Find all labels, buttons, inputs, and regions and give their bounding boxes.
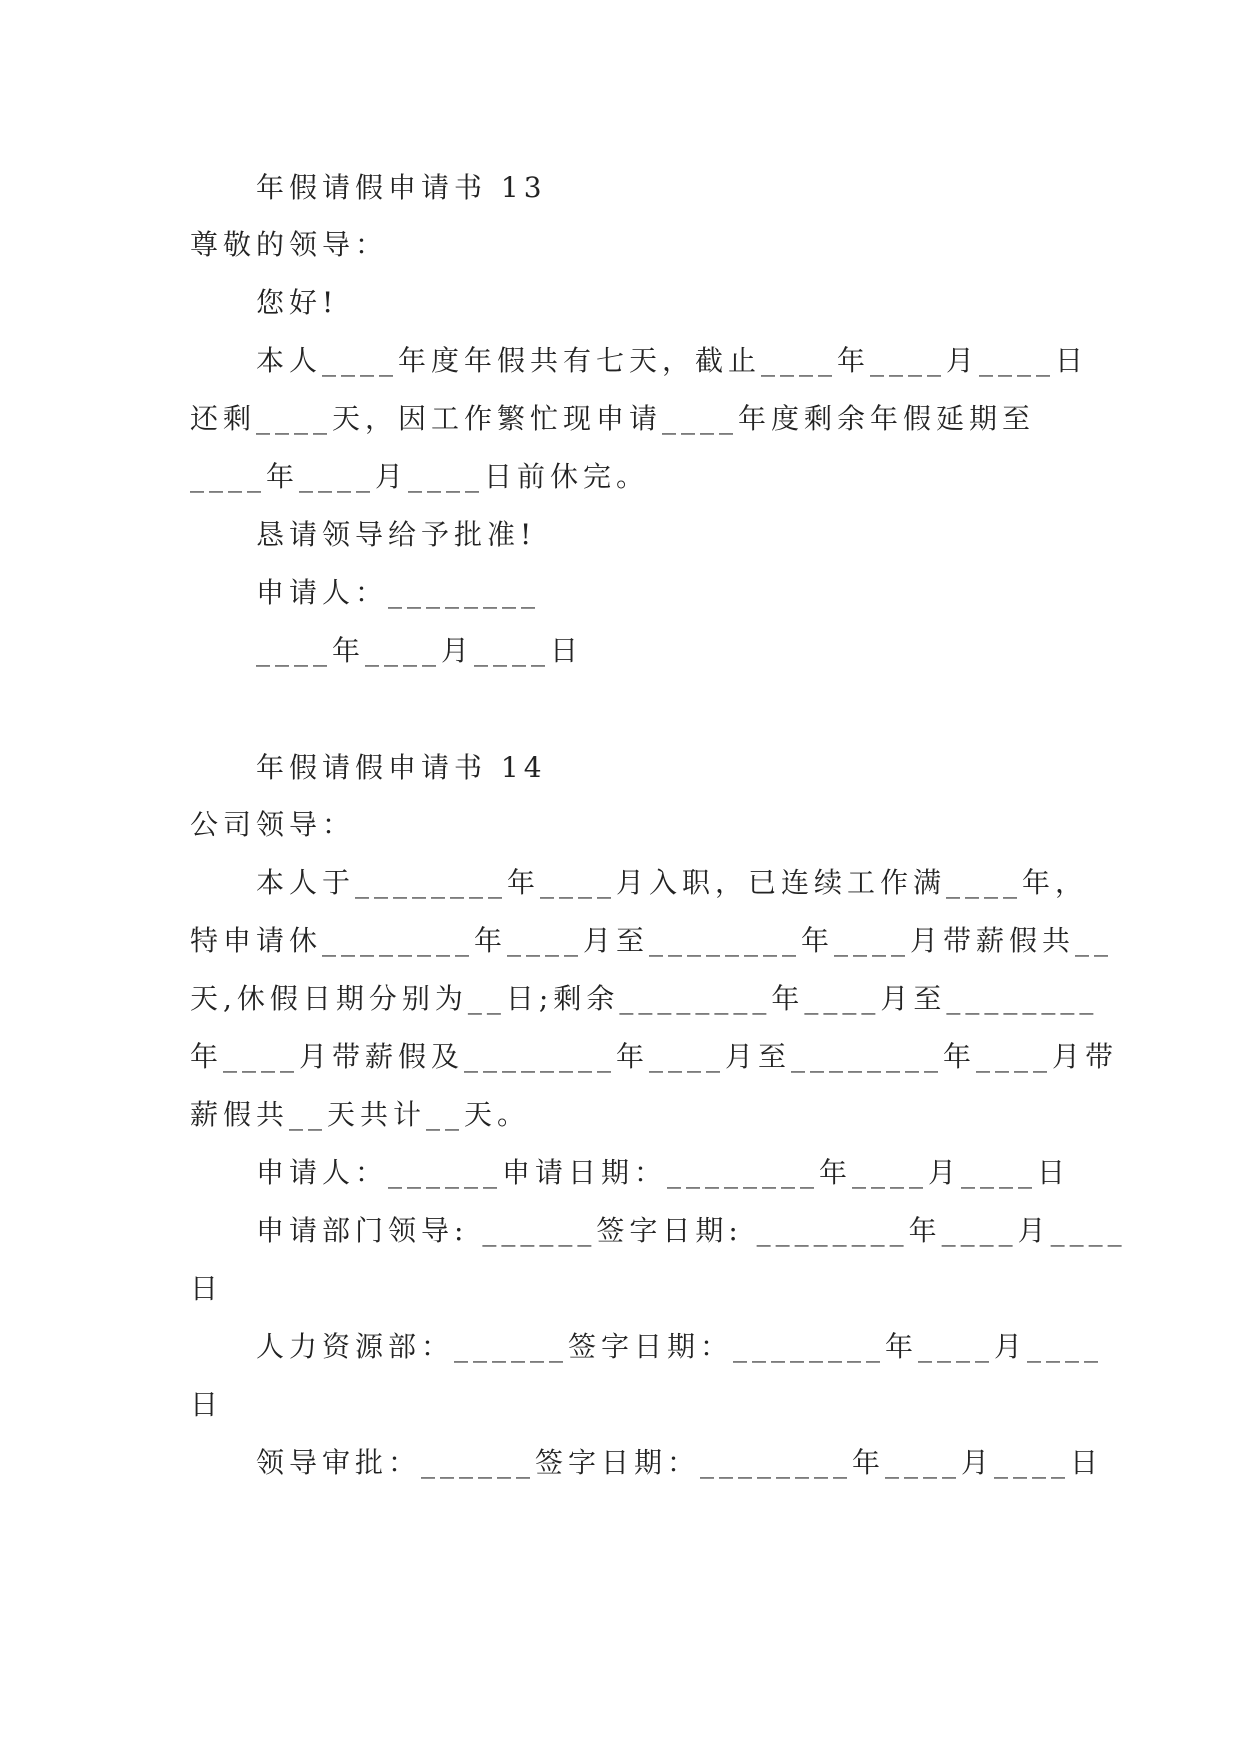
body-line: 本人____年度年假共有七天，截止____年____月____日: [256, 344, 1089, 377]
body-line: 薪假共__天共计__天。: [190, 1098, 531, 1131]
salutation: 公司领导：: [190, 808, 356, 841]
dept-leader-line: 申请部门领导: ______签字日期: ________年____月____: [256, 1214, 1127, 1247]
leave-application-14: [190, 740, 1127, 1492]
body-line: 天,休假日期分别为__日;剩余________年____月至________: [190, 982, 1099, 1015]
hr-line: 人力资源部：______签字日期：________年____月____: [256, 1330, 1104, 1363]
dept-leader-day: 日: [190, 1272, 224, 1305]
body-line: ____年____月____日前休完。: [190, 460, 650, 493]
applicant-line: 申请人：______申请日期：________年____月____日: [256, 1156, 1071, 1189]
section-title: 年假请假申请书 14: [256, 751, 547, 784]
greeting: 您好!: [256, 286, 339, 319]
section-title: 年假请假申请书 13: [256, 171, 547, 204]
body-line: 本人于________年____月入职，已连续工作满____年，: [256, 866, 1089, 899]
applicant-line: 申请人：________: [256, 576, 541, 609]
hr-day: 日: [190, 1388, 224, 1421]
request-line: 恳请领导给予批准!: [256, 518, 537, 551]
body-line: 年____月带薪假及________年____月至________年____月带: [190, 1040, 1119, 1073]
salutation: 尊敬的领导：: [190, 228, 389, 261]
body-line: 还剩____天，因工作繁忙现申请____年度剩余年假延期至: [190, 402, 1036, 435]
leave-application-13: [190, 160, 1089, 680]
body-line: 特申请休________年____月至________年____月带薪假共__: [190, 924, 1114, 957]
approval-line: 领导审批：______签字日期：________年____月____日: [256, 1446, 1104, 1479]
date-line: ____年____月____日: [256, 634, 584, 667]
